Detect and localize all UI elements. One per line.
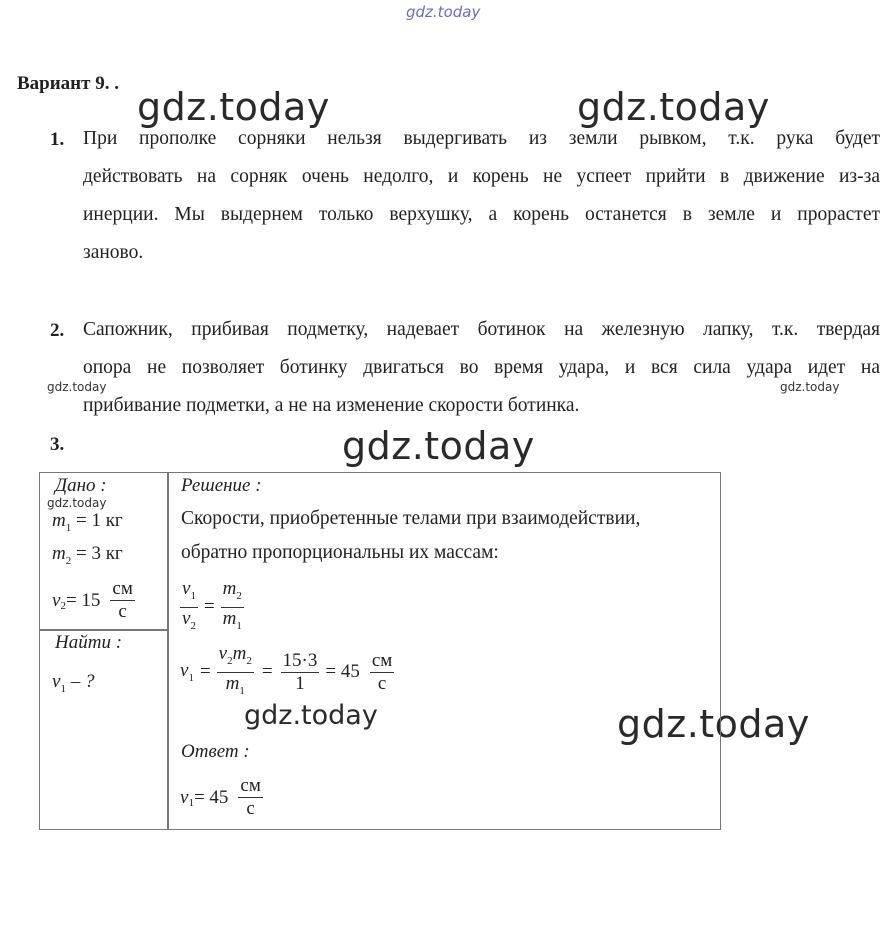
unit-fraction: $\frac{см}{с}$ [112,578,133,622]
solution-text: Скорости, приобретенные телами при взаимодействии, [181,508,641,529]
page-title: Вариант 9. . [17,73,119,94]
find-cell [39,629,169,830]
watermark-small: gdz.today [47,380,107,394]
watermark: gdz.today [577,85,770,129]
paragraph-line [83,357,880,379]
line-text: опора не позволяет ботинку двигаться во время удара, и вся сила удара идет на [83,357,880,378]
given-m1: $m_1 = 1$ кг [52,510,123,534]
watermark: gdz.today [137,85,330,129]
line-text: заново. [83,242,144,263]
paragraph-line [83,242,880,264]
question-number: 3. [50,434,65,455]
find-label: Найти : [55,632,123,653]
solution-text: обратно пропорциональны их массам: [181,542,499,563]
paragraph-line [83,128,880,150]
paragraph-line [83,166,880,188]
answer-value: v $_1$ = 45 $\frac{см}{с}$ [180,775,261,819]
solution-label: Решение : [181,475,262,496]
answer-label: Ответ : [181,741,250,762]
watermark: gdz.today [617,702,810,746]
equation-calculation: $v_1$ = $\frac{v_2m_2}{m_1}$ = $\frac{15\cdot 3}{1}$ = 45 $\frac{см}{с}$ [180,643,393,697]
watermark-small: gdz.today [780,380,840,394]
given-v2: v $_2$ = 15 $\frac{см}{с}$ [52,578,133,622]
find-v1: $v_1$ – ? [52,671,95,695]
question-number: 1. [50,129,65,150]
equation-ratio: $\frac{v_1}{v_2}$ = $\frac{m_2}{m_1}$ [182,578,242,632]
line-text: прибивание подметки, а не на изменение скорости ботинка. [83,395,580,416]
paragraph-line [83,319,880,341]
line-text: инерции. Мы выдернем только верхушку, а корень останется в земле и прорастет [83,204,880,225]
watermark: gdz.today [342,424,535,468]
watermark: gdz.today [244,700,378,731]
unit-fraction: $\frac{см}{с}$ [240,775,261,819]
line-text: Сапожник, прибивая подметку, надевает ботинок на железную лапку, т.к. твердая [83,319,880,340]
given-m2: $m_2 = 3$ кг [52,543,123,567]
given-label: Дано : [55,475,107,496]
line-text: действовать на сорняк очень недолго, и корень не успеет прийти в движение из-за [83,166,880,187]
watermark-small: gdz.today [47,496,107,510]
paragraph-line [83,204,880,226]
watermark-top: gdz.today [406,3,481,21]
line-text: При прополке сорняки нельзя выдергивать из земли рывком, т.к. рука будет [83,128,880,149]
paragraph-line [83,395,880,417]
question-number: 2. [50,320,65,341]
